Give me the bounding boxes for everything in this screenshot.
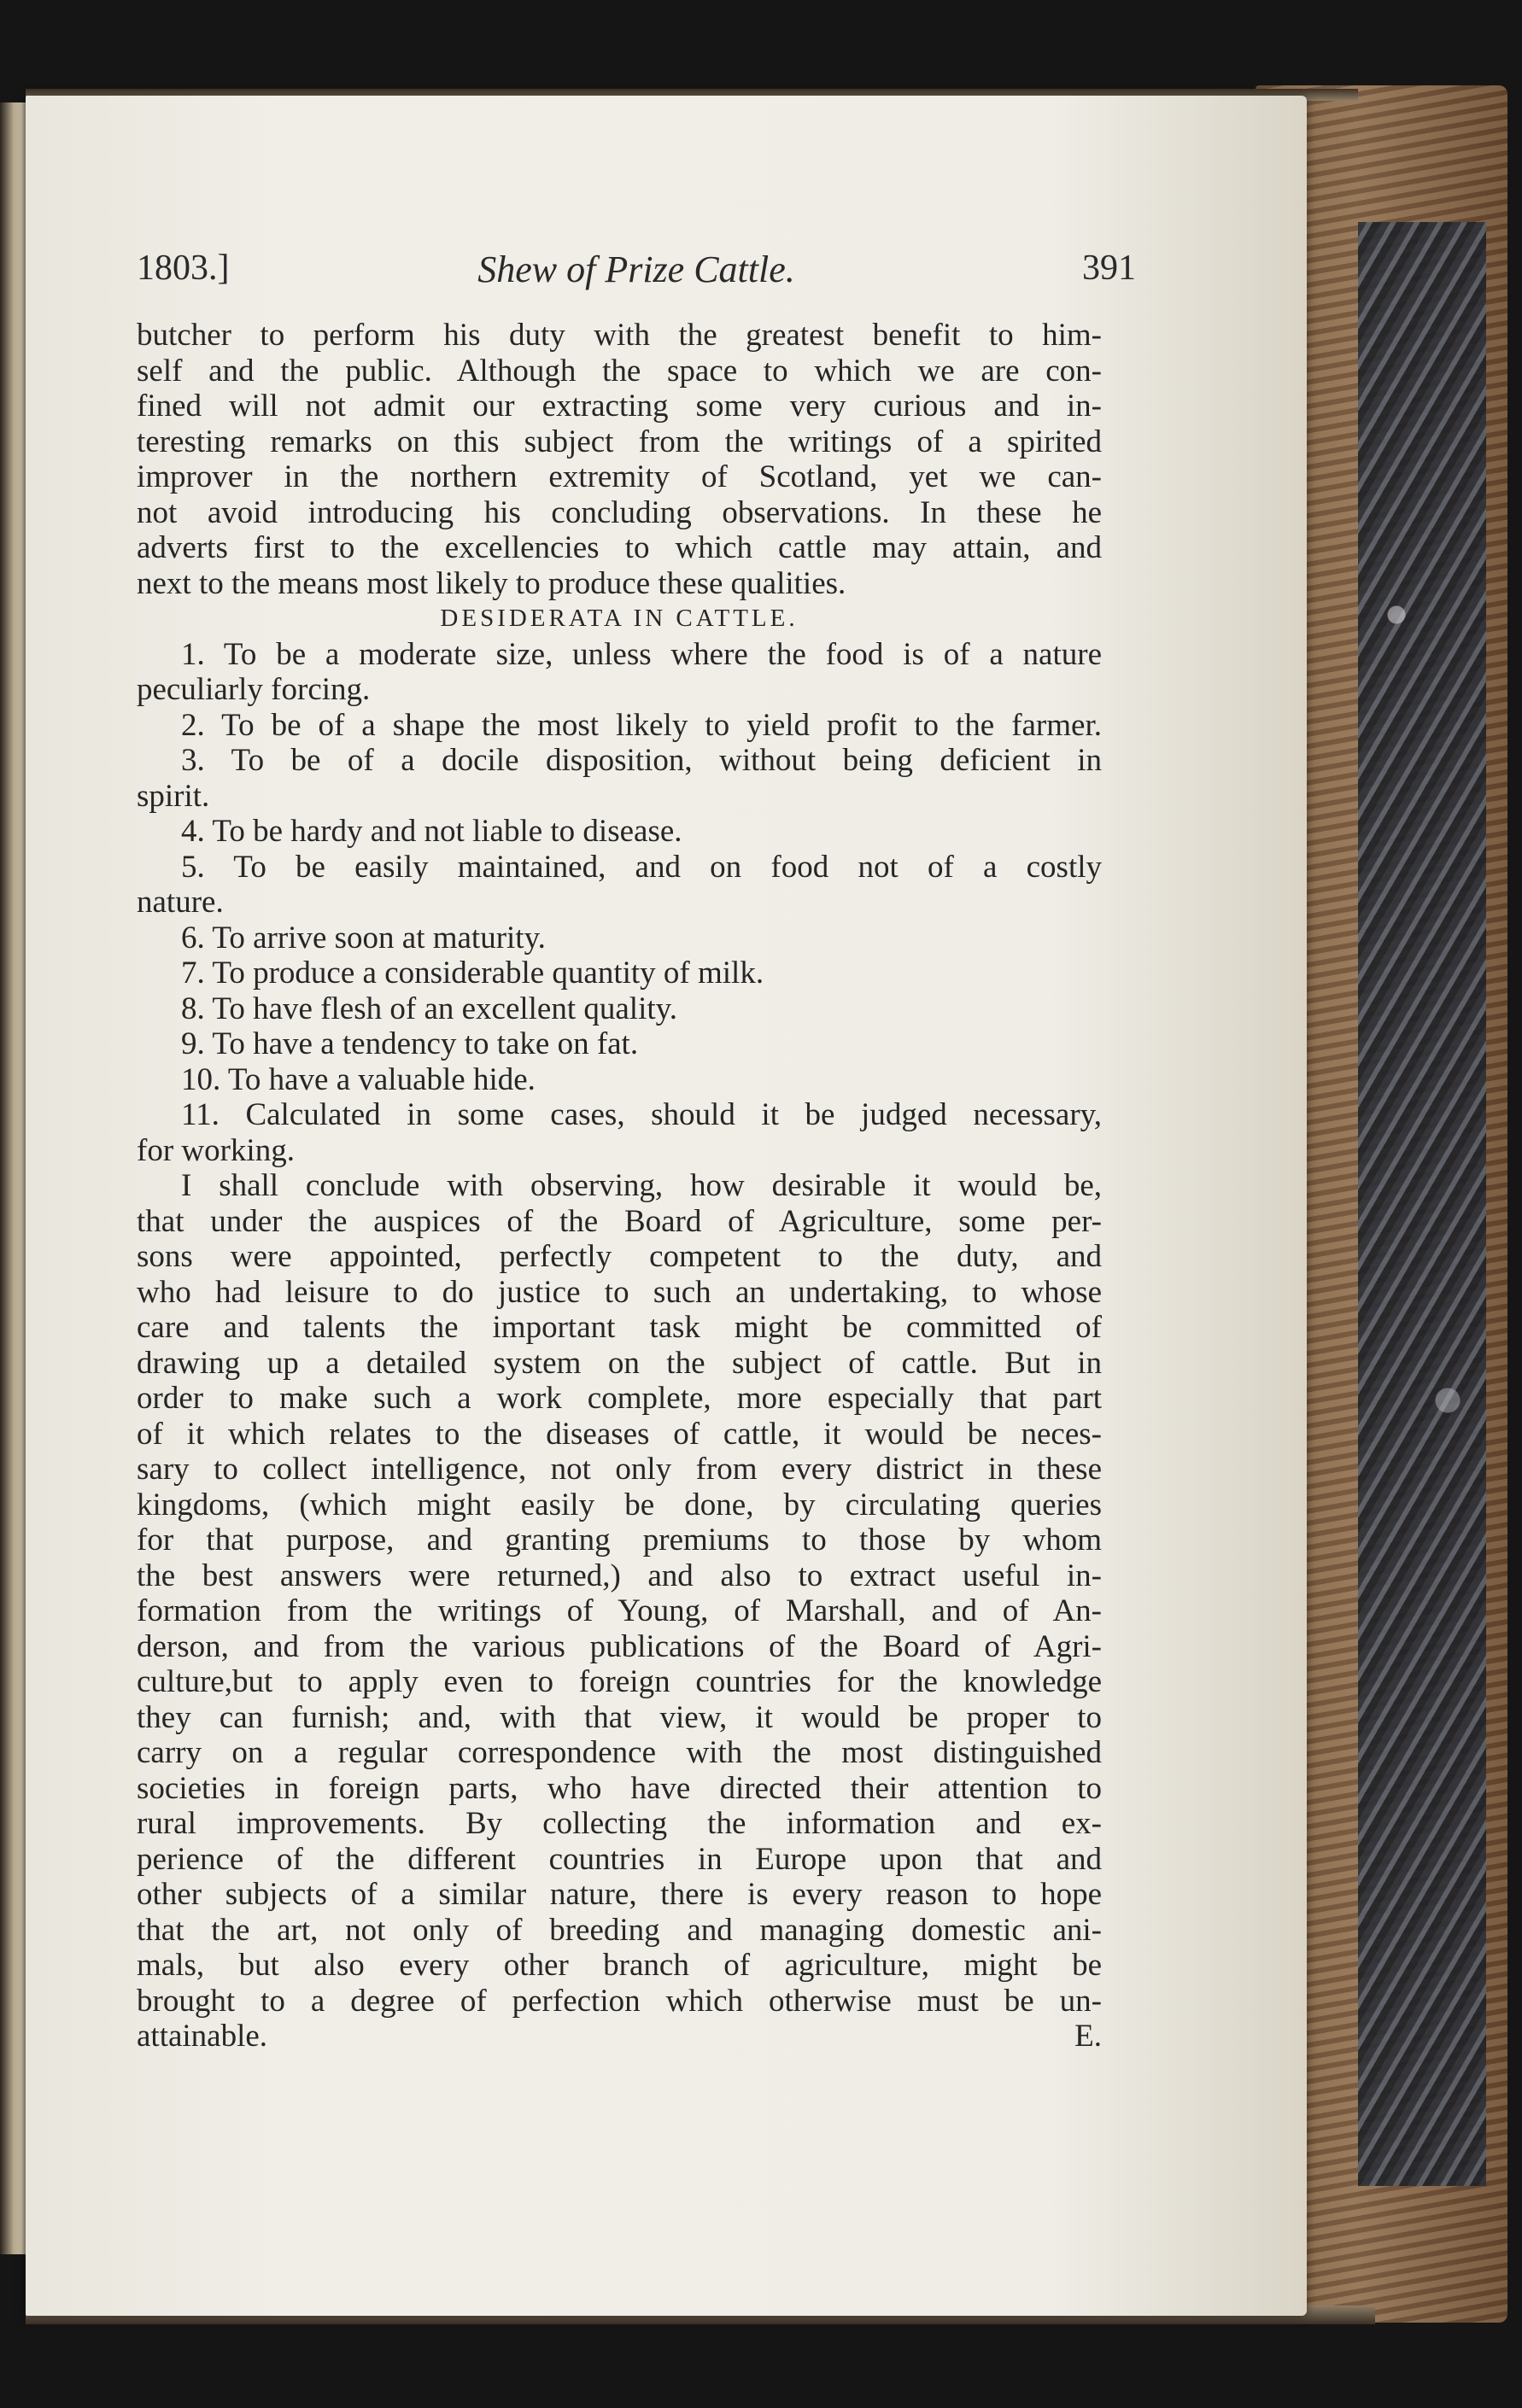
list-item: 6. To arrive soon at maturity. xyxy=(181,920,546,956)
body-line: not avoid introducing his concluding observations. In these he xyxy=(137,494,1102,530)
body-line: adverts first to the excellencies to which cattle may attain, and xyxy=(137,530,1102,565)
marbled-cover-board xyxy=(1358,222,1486,2186)
paragraph-line: societies in foreign parts, who have directed their attention to xyxy=(137,1770,1102,1806)
paragraph-line: kingdoms, (which might easily be done, by circulating queries xyxy=(137,1487,1102,1523)
body-line: self and the public. Although the space to which we are con- xyxy=(137,353,1102,389)
body-line: butcher to perform his duty with the greatest benefit to him- xyxy=(137,318,1102,353)
page-body xyxy=(137,318,1102,2054)
paragraph-line: of it which relates to the diseases of cattle, it would be neces- xyxy=(137,1416,1102,1452)
paragraph-line: mals, but also every other branch of agriculture, might be xyxy=(137,1948,1102,1983)
list-item: nature. xyxy=(137,885,224,920)
signature: E. xyxy=(1074,2019,1102,2054)
header-year: 1803.] xyxy=(137,248,230,288)
body-line: fined will not admit our extracting some very curious and in- xyxy=(137,389,1102,424)
paragraph-line: order to make such a work complete, more especially that part xyxy=(137,1381,1102,1416)
paragraph-line: that under the auspices of the Board of Agriculture, some per- xyxy=(137,1203,1102,1239)
paragraph-line: culture,but to apply even to foreign countries for the knowledge xyxy=(137,1664,1102,1699)
paragraph-line: perience of the different countries in Europe upon that and xyxy=(137,1841,1102,1877)
paragraph-line: sary to collect intelligence, not only from every district in these xyxy=(137,1452,1102,1487)
list-item: 10. To have a valuable hide. xyxy=(181,1061,536,1097)
paragraph-line: derson, and from the various publications of the Board of Agri- xyxy=(137,1628,1102,1664)
paragraph-line: they can furnish; and, with that view, it would be proper to xyxy=(137,1699,1102,1735)
paragraph-line: sons were appointed, perfectly competent to the duty, and xyxy=(137,1239,1102,1274)
body-line: improver in the northern extremity of Scotland, yet we can- xyxy=(137,459,1102,494)
paragraph-line: the best answers were returned,) and also to extract useful in- xyxy=(137,1558,1102,1593)
paragraph-line: drawing up a detailed system on the subject of cattle. But in xyxy=(137,1345,1102,1381)
final-line-text: attainable. xyxy=(137,2019,268,2054)
final-line xyxy=(137,2019,1102,2054)
running-header xyxy=(137,248,1136,299)
list-item: 4. To be hardy and not liable to disease. xyxy=(181,814,682,849)
section-heading: DESIDERATA IN CATTLE. xyxy=(440,605,799,632)
paragraph-line: that the art, not only of breeding and managing domestic ani- xyxy=(137,1912,1102,1948)
paragraph-line: formation from the writings of Young, of Marshall, and of An- xyxy=(137,1593,1102,1628)
body-line: next to the means most likely to produce these qualities. xyxy=(137,565,846,601)
paragraph-line: for that purpose, and granting premiums to those by whom xyxy=(137,1523,1102,1558)
list-item: 3. To be of a docile disposition, without being deficient in xyxy=(181,743,1102,778)
list-item: 11. Calculated in some cases, should it be judged necessary, xyxy=(181,1097,1102,1132)
list-item: 7. To produce a considerable quantity of milk. xyxy=(181,956,764,991)
list-item: 1. To be a moderate size, unless where the food is of a nature xyxy=(181,636,1102,672)
body-line: teresting remarks on this subject from the writings of a spirited xyxy=(137,424,1102,459)
paragraph-line: I shall conclude with observing, how desirable it would be, xyxy=(181,1168,1102,1203)
paragraph-line: other subjects of a similar nature, there is every reason to hope xyxy=(137,1877,1102,1912)
paragraph-line: rural improvements. By collecting the information and ex- xyxy=(137,1806,1102,1841)
paragraph-line: carry on a regular correspondence with the most distinguished xyxy=(137,1735,1102,1770)
list-item: spirit. xyxy=(137,778,210,814)
paragraph-line: who had leisure to do justice to such an undertaking, to whose xyxy=(137,1274,1102,1310)
header-title: Shew of Prize Cattle. xyxy=(477,248,795,290)
list-item: 5. To be easily maintained, and on food not of a costly xyxy=(181,849,1102,885)
list-item: peculiarly forcing. xyxy=(137,672,371,707)
paragraph-line: brought to a degree of perfection which otherwise must be un- xyxy=(137,1983,1102,2019)
list-item: for working. xyxy=(137,1132,295,1168)
list-item: 8. To have flesh of an excellent quality. xyxy=(181,991,677,1026)
list-item: 2. To be of a shape the most likely to yield profit to the farmer. xyxy=(181,707,1102,743)
page-number: 391 xyxy=(1082,248,1136,288)
paragraph-line: care and talents the important task might be committed of xyxy=(137,1310,1102,1345)
list-item: 9. To have a tendency to take on fat. xyxy=(181,1026,639,1061)
